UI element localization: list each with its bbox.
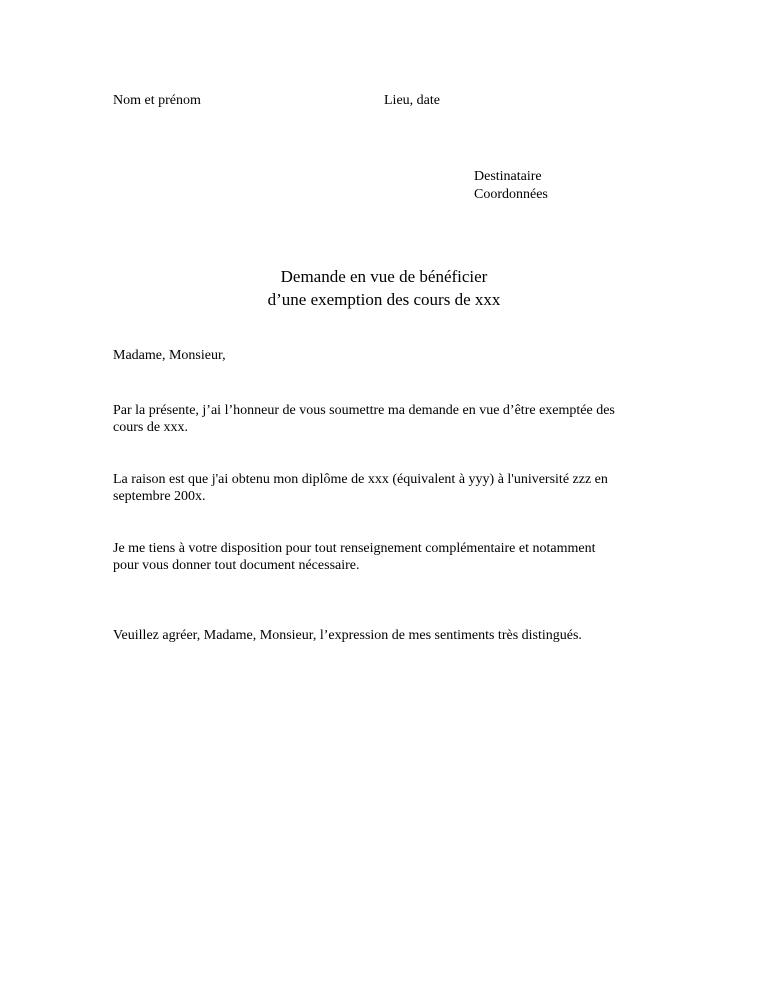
recipient-block (474, 168, 548, 204)
paragraph-line: pour vous donner tout document nécessaire. (113, 558, 360, 573)
paragraph-line: Par la présente, j’ai l’honneur de vous soumettre ma demande en vue d’être exemptée des (113, 403, 615, 418)
recipient-address: Coordonnées (474, 187, 548, 202)
paragraph-line: septembre 200x. (113, 489, 206, 504)
subject-line-1: Demande en vue de bénéficier (280, 267, 488, 286)
sender-name: Nom et prénom (113, 93, 201, 108)
recipient-name: Destinataire (474, 169, 542, 184)
paragraph-line: cours de xxx. (113, 420, 189, 435)
subject-line-2: d’une exemption des cours de xxx (267, 290, 501, 309)
salutation-text: Madame, Monsieur, (113, 348, 226, 363)
closing-text: Veuillez agréer, Madame, Monsieur, l’expression de mes sentiments très distingués. (113, 628, 582, 643)
body-paragraph (113, 540, 661, 574)
body-paragraph (113, 402, 661, 436)
closing-formula (113, 627, 661, 644)
salutation (113, 347, 661, 364)
place-date: Lieu, date (384, 93, 440, 108)
body-paragraph (113, 471, 661, 505)
letter-subject (0, 265, 768, 311)
paragraph-line: Je me tiens à votre disposition pour tout renseignement complémentaire et notamment (113, 541, 596, 556)
paragraph-line: La raison est que j'ai obtenu mon diplôme de xxx (équivalent à yyy) à l'université zzz en (113, 472, 608, 487)
